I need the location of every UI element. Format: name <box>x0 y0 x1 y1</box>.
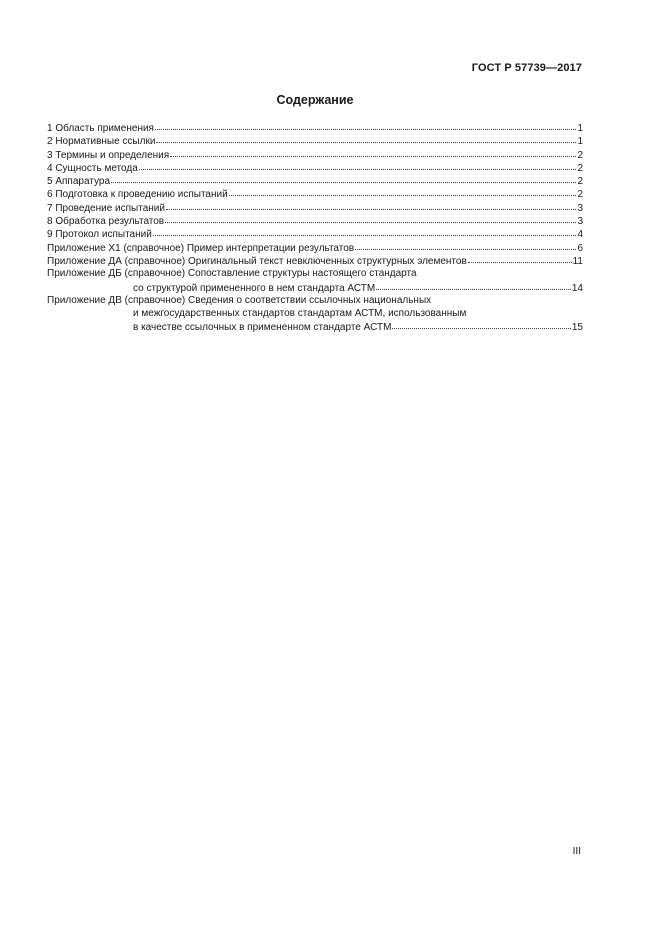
toc-entry-text: со структурой примененного в нем стандарта АСТМ <box>133 282 376 294</box>
toc-leader-dots <box>166 200 576 210</box>
toc-entry-page: 3 <box>577 202 583 214</box>
toc-entry-appendix-dv-line2[interactable] <box>47 307 583 320</box>
toc-entry-text: 1 Область применения <box>47 123 154 134</box>
toc-entry-text: Приложение X1 (справочное) Пример интерпретации результатов <box>47 242 355 254</box>
toc-entry-1[interactable] <box>47 121 583 134</box>
toc-entry-7[interactable] <box>47 201 583 214</box>
toc-entry-text: в качестве ссылочных в примененном стандарте АСТМ <box>133 322 392 334</box>
toc-entry-8[interactable] <box>47 214 583 227</box>
toc-leader-dots <box>111 173 576 183</box>
toc-entry-appendix-dv-line1[interactable] <box>47 294 583 307</box>
toc-entry-text: 7 Проведение испытаний <box>47 202 165 214</box>
toc-leader-dots <box>165 213 576 223</box>
toc-entry-text: Приложение ДВ (справочное) Сведения о соответствии ссылочных национальных <box>47 294 432 306</box>
toc-entry-text: 8 Обработка результатов <box>47 216 165 228</box>
toc-leader-dots <box>155 120 576 130</box>
toc-entry-appendix-db-line2[interactable] <box>47 281 583 294</box>
toc-entry-page: 3 <box>577 216 583 228</box>
toc-entry-9[interactable] <box>47 227 583 240</box>
toc-entry-page: 2 <box>577 149 583 161</box>
toc-leader-dots <box>139 160 577 170</box>
toc-leader-dots <box>355 240 576 250</box>
toc-leader-dots <box>229 186 577 196</box>
toc-leader-dots <box>153 226 577 236</box>
toc-entry-page: 14 <box>571 282 583 294</box>
toc-title: Содержание <box>276 93 354 107</box>
toc-leader-dots <box>468 253 572 263</box>
toc-entry-3[interactable] <box>47 148 583 161</box>
toc-leader-dots <box>156 133 576 143</box>
document-code: ГОСТ Р 57739—2017 <box>471 62 582 74</box>
toc-entry-text: 5 Аппаратура <box>47 176 111 188</box>
page-number: III <box>572 846 581 857</box>
toc-entry-text: Приложение ДА (справочное) Оригинальный текст невключенных структурных элементов <box>47 255 467 267</box>
toc-entry-text: Приложение ДБ (справочное) Сопоставление структуры настоящего стандарта <box>47 268 417 280</box>
toc-entry-page: 1 <box>577 123 583 134</box>
table-of-contents <box>47 121 583 334</box>
toc-leader-dots <box>392 319 570 329</box>
toc-entry-2[interactable] <box>47 134 583 147</box>
toc-entry-text: 4 Сущность метода <box>47 162 138 174</box>
toc-entry-page: 6 <box>577 242 583 254</box>
toc-entry-page: 2 <box>577 176 583 188</box>
toc-entry-appendix-dv-line3[interactable] <box>47 320 583 333</box>
toc-entry-text: 6 Подготовка к проведению испытаний <box>47 189 228 201</box>
toc-entry-5[interactable] <box>47 174 583 187</box>
toc-entry-4[interactable] <box>47 161 583 174</box>
toc-entry-text: 2 Нормативные ссылки <box>47 136 156 148</box>
toc-entry-appendix-db-line1[interactable] <box>47 267 583 280</box>
toc-entry-text: 9 Протокол испытаний <box>47 229 152 241</box>
toc-entry-page: 15 <box>571 322 583 334</box>
toc-entry-page: 2 <box>577 189 583 201</box>
toc-entry-appendix-da[interactable] <box>47 254 583 267</box>
toc-entry-text: и межгосударственных стандартов стандартам АСТМ, использованным <box>133 308 467 320</box>
toc-entry-page: 2 <box>577 162 583 174</box>
toc-entry-page: 1 <box>577 136 583 148</box>
toc-entry-page: 4 <box>577 229 583 241</box>
toc-entry-page: 11 <box>572 255 583 267</box>
toc-entry-text: 3 Термины и определения <box>47 149 170 161</box>
toc-entry-appendix-x1[interactable] <box>47 241 583 254</box>
toc-leader-dots <box>376 280 571 290</box>
toc-leader-dots <box>170 147 576 157</box>
toc-entry-6[interactable] <box>47 187 583 200</box>
